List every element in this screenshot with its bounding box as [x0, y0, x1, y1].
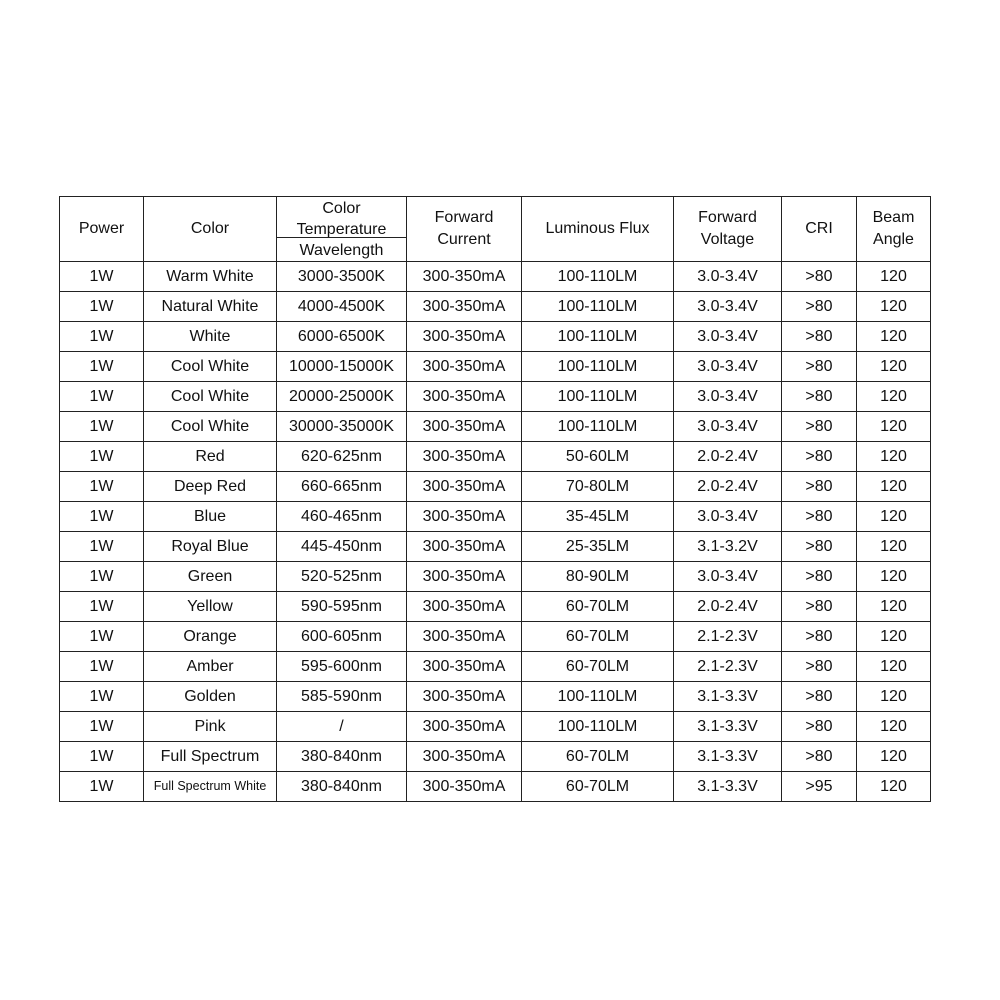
cell-forward-voltage: 3.0-3.4V — [674, 292, 782, 322]
header-luminous-flux: Luminous Flux — [522, 197, 674, 262]
cell-cri: >80 — [782, 592, 857, 622]
cell-beam-angle: 120 — [857, 562, 931, 592]
cell-power: 1W — [60, 292, 144, 322]
led-spec-table — [59, 196, 931, 802]
cell-power: 1W — [60, 622, 144, 652]
cell-cri: >80 — [782, 562, 857, 592]
cell-color-temperature: / — [277, 712, 407, 742]
cell-forward-current: 300-350mA — [407, 682, 522, 712]
table-body — [60, 262, 931, 802]
cell-beam-angle: 120 — [857, 382, 931, 412]
cell-luminous-flux: 25-35LM — [522, 532, 674, 562]
table-row — [60, 742, 931, 772]
cell-power: 1W — [60, 562, 144, 592]
cell-luminous-flux: 100-110LM — [522, 292, 674, 322]
cell-luminous-flux: 50-60LM — [522, 442, 674, 472]
cell-color-temperature: 520-525nm — [277, 562, 407, 592]
cell-forward-current: 300-350mA — [407, 622, 522, 652]
header-forward-current-line1: Forward — [434, 209, 494, 226]
header-forward-voltage-line1: Forward — [698, 209, 757, 226]
cell-luminous-flux: 60-70LM — [522, 652, 674, 682]
cell-power: 1W — [60, 412, 144, 442]
cell-power: 1W — [60, 472, 144, 502]
header-cri: CRI — [782, 197, 857, 262]
cell-forward-voltage: 3.0-3.4V — [674, 382, 782, 412]
cell-color-temperature: 3000-3500K — [277, 262, 407, 292]
cell-color-temperature: 620-625nm — [277, 442, 407, 472]
cell-beam-angle: 120 — [857, 742, 931, 772]
table-row — [60, 382, 931, 412]
cell-power: 1W — [60, 382, 144, 412]
table-row — [60, 562, 931, 592]
table-row — [60, 502, 931, 532]
cell-color: Full Spectrum — [144, 742, 277, 772]
header-wavelength: Wavelength — [299, 241, 384, 259]
cell-power: 1W — [60, 682, 144, 712]
header-forward-current-line2: Current — [437, 231, 491, 248]
cell-beam-angle: 120 — [857, 412, 931, 442]
cell-forward-voltage: 3.0-3.4V — [674, 322, 782, 352]
table-row — [60, 292, 931, 322]
cell-power: 1W — [60, 322, 144, 352]
cell-forward-voltage: 3.0-3.4V — [674, 352, 782, 382]
cell-color-temperature: 600-605nm — [277, 622, 407, 652]
cell-color: White — [144, 322, 277, 352]
cell-cri: >80 — [782, 682, 857, 712]
cell-cri: >80 — [782, 622, 857, 652]
cell-forward-current: 300-350mA — [407, 382, 522, 412]
cell-luminous-flux: 35-45LM — [522, 502, 674, 532]
cell-beam-angle: 120 — [857, 712, 931, 742]
cell-color: Pink — [144, 712, 277, 742]
cell-cri: >80 — [782, 712, 857, 742]
cell-color: Deep Red — [144, 472, 277, 502]
cell-beam-angle: 120 — [857, 532, 931, 562]
cell-cri: >80 — [782, 742, 857, 772]
cell-luminous-flux: 100-110LM — [522, 412, 674, 442]
cell-forward-voltage: 3.0-3.4V — [674, 262, 782, 292]
cell-forward-voltage: 2.0-2.4V — [674, 472, 782, 502]
cell-beam-angle: 120 — [857, 592, 931, 622]
cell-forward-voltage: 3.1-3.3V — [674, 772, 782, 802]
cell-luminous-flux: 60-70LM — [522, 772, 674, 802]
cell-cri: >80 — [782, 322, 857, 352]
cell-forward-voltage: 2.0-2.4V — [674, 592, 782, 622]
cell-color-temperature: 380-840nm — [277, 742, 407, 772]
cell-beam-angle: 120 — [857, 682, 931, 712]
cell-beam-angle: 120 — [857, 652, 931, 682]
cell-beam-angle: 120 — [857, 262, 931, 292]
cell-power: 1W — [60, 262, 144, 292]
cell-luminous-flux: 60-70LM — [522, 592, 674, 622]
cell-beam-angle: 120 — [857, 772, 931, 802]
cell-cri: >80 — [782, 652, 857, 682]
table-header — [60, 197, 931, 262]
cell-luminous-flux: 100-110LM — [522, 262, 674, 292]
cell-forward-current: 300-350mA — [407, 562, 522, 592]
cell-color-temperature: 590-595nm — [277, 592, 407, 622]
table-row — [60, 352, 931, 382]
cell-forward-current: 300-350mA — [407, 262, 522, 292]
cell-color: Blue — [144, 502, 277, 532]
cell-forward-current: 300-350mA — [407, 412, 522, 442]
header-beam-angle-line2: Angle — [873, 231, 914, 248]
cell-forward-current: 300-350mA — [407, 352, 522, 382]
header-forward-voltage — [674, 197, 782, 262]
cell-power: 1W — [60, 442, 144, 472]
cell-color: Cool White — [144, 412, 277, 442]
table-row — [60, 322, 931, 352]
cell-forward-current: 300-350mA — [407, 442, 522, 472]
cell-forward-current: 300-350mA — [407, 712, 522, 742]
cell-power: 1W — [60, 652, 144, 682]
cell-color-temperature: 380-840nm — [277, 772, 407, 802]
cell-cri: >95 — [782, 772, 857, 802]
cell-forward-current: 300-350mA — [407, 592, 522, 622]
table-row — [60, 622, 931, 652]
cell-color: Natural White — [144, 292, 277, 322]
cell-color-temperature: 585-590nm — [277, 682, 407, 712]
cell-cri: >80 — [782, 352, 857, 382]
cell-cri: >80 — [782, 412, 857, 442]
cell-luminous-flux: 100-110LM — [522, 322, 674, 352]
cell-color-temperature: 30000-35000K — [277, 412, 407, 442]
cell-power: 1W — [60, 352, 144, 382]
cell-forward-voltage: 3.1-3.3V — [674, 712, 782, 742]
table-row — [60, 592, 931, 622]
cell-beam-angle: 120 — [857, 352, 931, 382]
header-color: Color — [144, 197, 277, 262]
cell-luminous-flux: 100-110LM — [522, 382, 674, 412]
header-forward-voltage-line2: Voltage — [700, 231, 755, 248]
cell-color-temperature: 10000-15000K — [277, 352, 407, 382]
cell-cri: >80 — [782, 262, 857, 292]
cell-forward-voltage: 3.1-3.3V — [674, 682, 782, 712]
cell-power: 1W — [60, 712, 144, 742]
header-beam-angle-line1: Beam — [872, 209, 915, 226]
cell-beam-angle: 120 — [857, 292, 931, 322]
header-divider — [277, 237, 406, 238]
cell-color-temperature: 445-450nm — [277, 532, 407, 562]
cell-beam-angle: 120 — [857, 442, 931, 472]
cell-forward-current: 300-350mA — [407, 652, 522, 682]
cell-forward-current: 300-350mA — [407, 472, 522, 502]
table-row — [60, 262, 931, 292]
table-row — [60, 682, 931, 712]
table-row — [60, 532, 931, 562]
table-row — [60, 442, 931, 472]
cell-power: 1W — [60, 772, 144, 802]
cell-forward-voltage: 3.0-3.4V — [674, 502, 782, 532]
cell-beam-angle: 120 — [857, 502, 931, 532]
cell-forward-voltage: 2.1-2.3V — [674, 622, 782, 652]
cell-luminous-flux: 100-110LM — [522, 352, 674, 382]
cell-cri: >80 — [782, 502, 857, 532]
cell-color: Cool White — [144, 352, 277, 382]
cell-color-temperature: 6000-6500K — [277, 322, 407, 352]
header-color-temperature-wavelength — [277, 197, 407, 262]
cell-luminous-flux: 60-70LM — [522, 742, 674, 772]
cell-forward-voltage: 2.1-2.3V — [674, 652, 782, 682]
cell-luminous-flux: 100-110LM — [522, 712, 674, 742]
cell-power: 1W — [60, 502, 144, 532]
cell-beam-angle: 120 — [857, 472, 931, 502]
cell-color-temperature: 460-465nm — [277, 502, 407, 532]
cell-color-temperature: 660-665nm — [277, 472, 407, 502]
cell-cri: >80 — [782, 532, 857, 562]
table-row — [60, 652, 931, 682]
cell-beam-angle: 120 — [857, 622, 931, 652]
cell-color: Golden — [144, 682, 277, 712]
cell-luminous-flux: 80-90LM — [522, 562, 674, 592]
cell-cri: >80 — [782, 382, 857, 412]
cell-color: Green — [144, 562, 277, 592]
cell-color: Royal Blue — [144, 532, 277, 562]
cell-luminous-flux: 100-110LM — [522, 682, 674, 712]
cell-forward-current: 300-350mA — [407, 772, 522, 802]
cell-color: Full Spectrum White — [144, 772, 277, 802]
cell-color: Warm White — [144, 262, 277, 292]
cell-power: 1W — [60, 742, 144, 772]
header-row — [60, 197, 931, 262]
cell-forward-current: 300-350mA — [407, 742, 522, 772]
table-row — [60, 472, 931, 502]
cell-power: 1W — [60, 592, 144, 622]
cell-forward-current: 300-350mA — [407, 532, 522, 562]
cell-cri: >80 — [782, 472, 857, 502]
cell-luminous-flux: 70-80LM — [522, 472, 674, 502]
cell-color-temperature: 4000-4500K — [277, 292, 407, 322]
header-beam-angle — [857, 197, 931, 262]
cell-color: Amber — [144, 652, 277, 682]
cell-forward-current: 300-350mA — [407, 502, 522, 532]
cell-color-temperature: 595-600nm — [277, 652, 407, 682]
cell-color-temperature: 20000-25000K — [277, 382, 407, 412]
cell-color: Yellow — [144, 592, 277, 622]
table-row — [60, 412, 931, 442]
cell-color: Red — [144, 442, 277, 472]
cell-color: Orange — [144, 622, 277, 652]
cell-color: Cool White — [144, 382, 277, 412]
cell-forward-voltage: 3.1-3.2V — [674, 532, 782, 562]
cell-forward-current: 300-350mA — [407, 322, 522, 352]
header-power: Power — [60, 197, 144, 262]
cell-forward-voltage: 3.0-3.4V — [674, 412, 782, 442]
cell-luminous-flux: 60-70LM — [522, 622, 674, 652]
table-row — [60, 772, 931, 802]
cell-cri: >80 — [782, 442, 857, 472]
header-color-temperature: Color Temperature — [296, 199, 387, 238]
cell-forward-voltage: 3.0-3.4V — [674, 562, 782, 592]
cell-beam-angle: 120 — [857, 322, 931, 352]
cell-forward-voltage: 3.1-3.3V — [674, 742, 782, 772]
cell-forward-voltage: 2.0-2.4V — [674, 442, 782, 472]
cell-cri: >80 — [782, 292, 857, 322]
table-row — [60, 712, 931, 742]
cell-power: 1W — [60, 532, 144, 562]
cell-forward-current: 300-350mA — [407, 292, 522, 322]
header-forward-current — [407, 197, 522, 262]
